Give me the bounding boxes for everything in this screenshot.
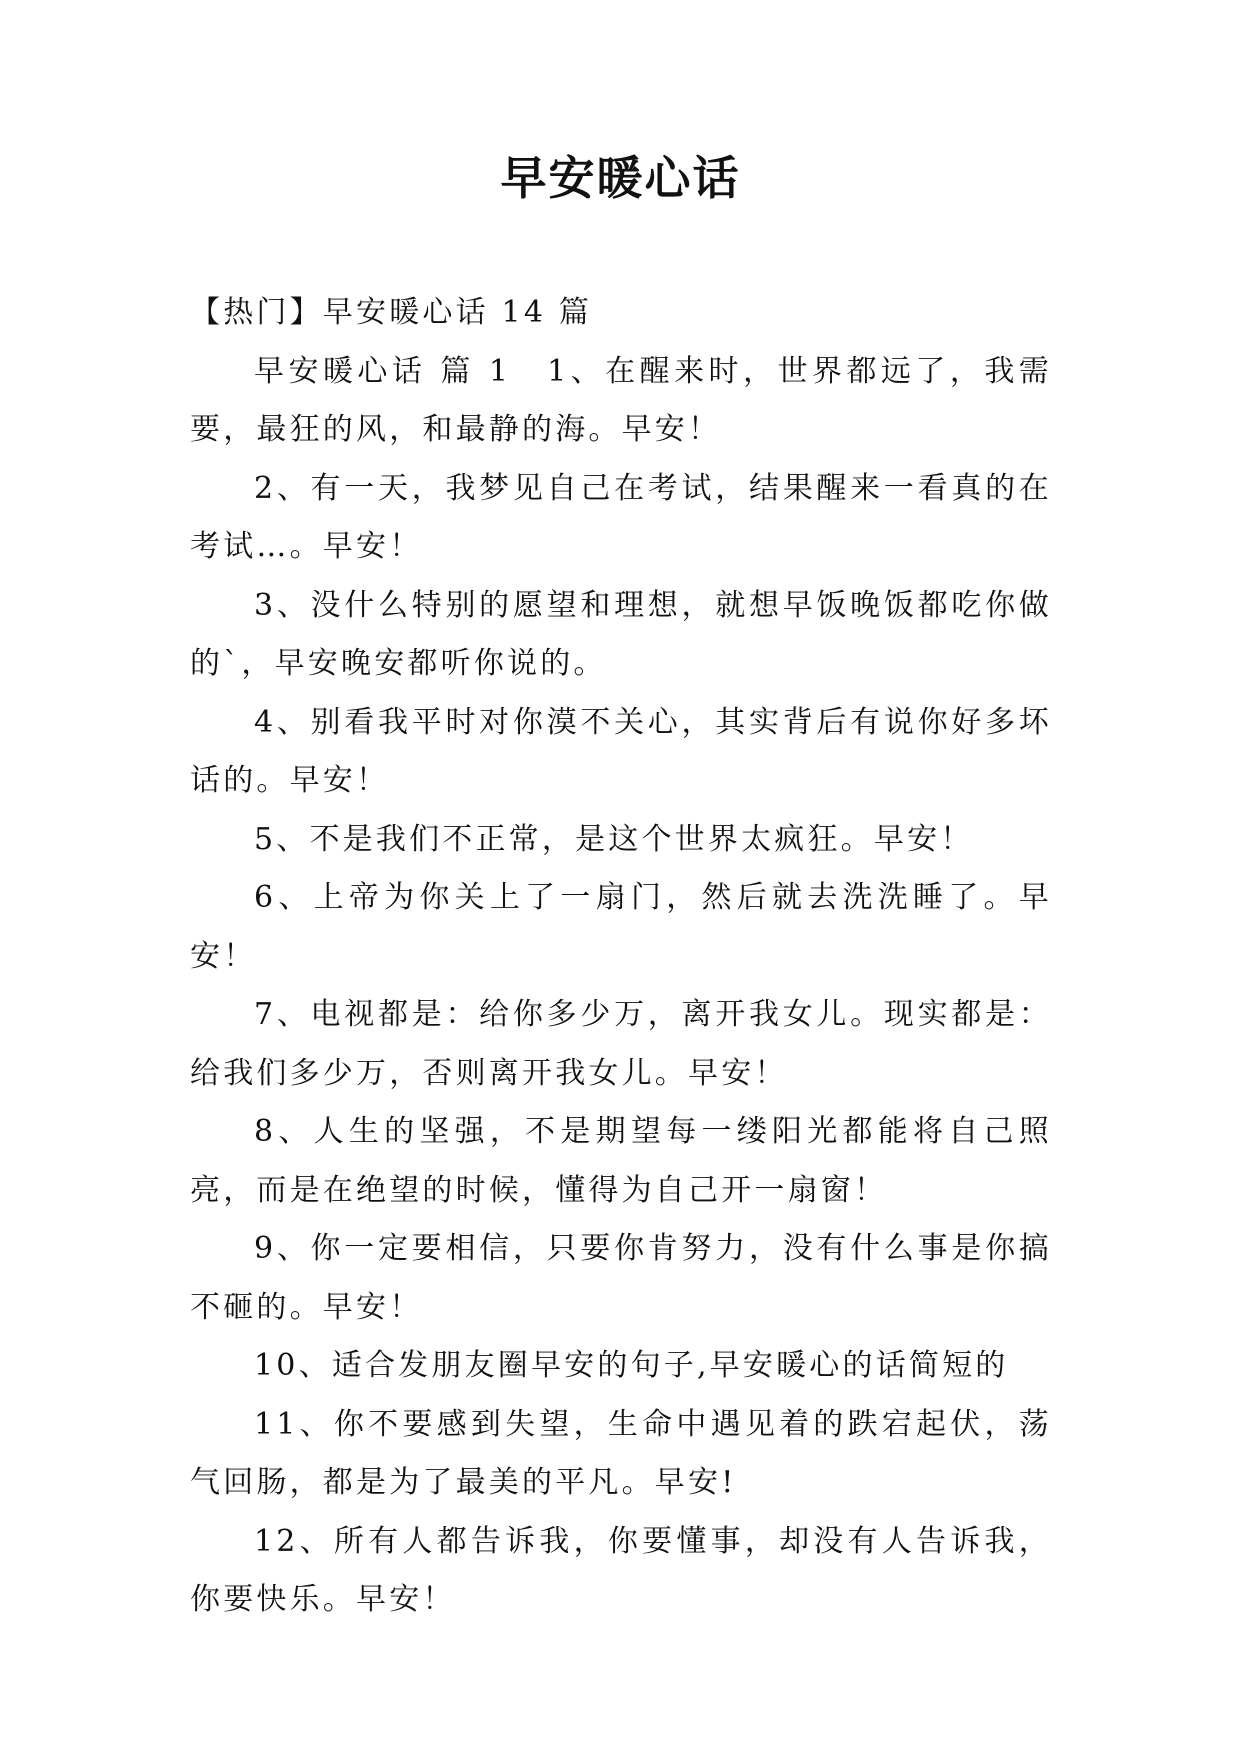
paragraph-4: 4、别看我平时对你漠不关心，其实背后有说你好多坏话的。早安！: [190, 704, 1052, 798]
paragraph-9: 9、你一定要相信，只要你肯努力，没有什么事是你搞不砸的。早安！: [190, 1231, 1052, 1325]
paragraph-12: 12、所有人都告诉我，你要懂事，却没有人告诉我，你要快乐。早安！: [190, 1523, 1052, 1617]
paragraph-text: 1、在醒来时，世界都远了，我需要，最狂的风，和最静的海。早安！: [190, 353, 1052, 447]
paragraph-2: 2、有一天，我梦见自己在考试，结果醒来一看真的在考试…。早安！: [190, 470, 1052, 564]
paragraph-6: 6、上帝为你关上了一扇门，然后就去洗洗睡了。早安！: [190, 880, 1052, 974]
paragraph-10: 10、适合发朋友圈早安的句子,早安暖心的话简短的: [254, 1348, 1009, 1383]
paragraph-8: 8、人生的坚强，不是期望每一缕阳光都能将自己照亮，而是在绝望的时候，懂得为自己开一扇窗！: [190, 1114, 1052, 1208]
paragraph-7: 7、电视都是：给你多少万，离开我女儿。现实都是：给我们多少万，否则离开我女儿。早安！: [190, 997, 1052, 1091]
paragraph-11: 11、你不要感到失望，生命中遇见着的跌宕起伏，荡气回肠，都是为了最美的平凡。早安!: [190, 1406, 1052, 1500]
section-heading: 早安暖心话 篇 1: [254, 353, 512, 389]
document-body: [190, 284, 1052, 1630]
paragraph-5: 5、不是我们不正常，是这个世界太疯狂。早安！: [254, 821, 974, 857]
paragraph-1: [190, 343, 1052, 460]
paragraph-3: 3、没什么特别的愿望和理想，就想早饭晚饭都吃你做的`，早安晚安都听你说的。: [190, 587, 1052, 681]
document-subtitle: 【热门】早安暖心话 14 篇: [190, 295, 593, 330]
document-title: 早安暖心话: [500, 151, 741, 205]
